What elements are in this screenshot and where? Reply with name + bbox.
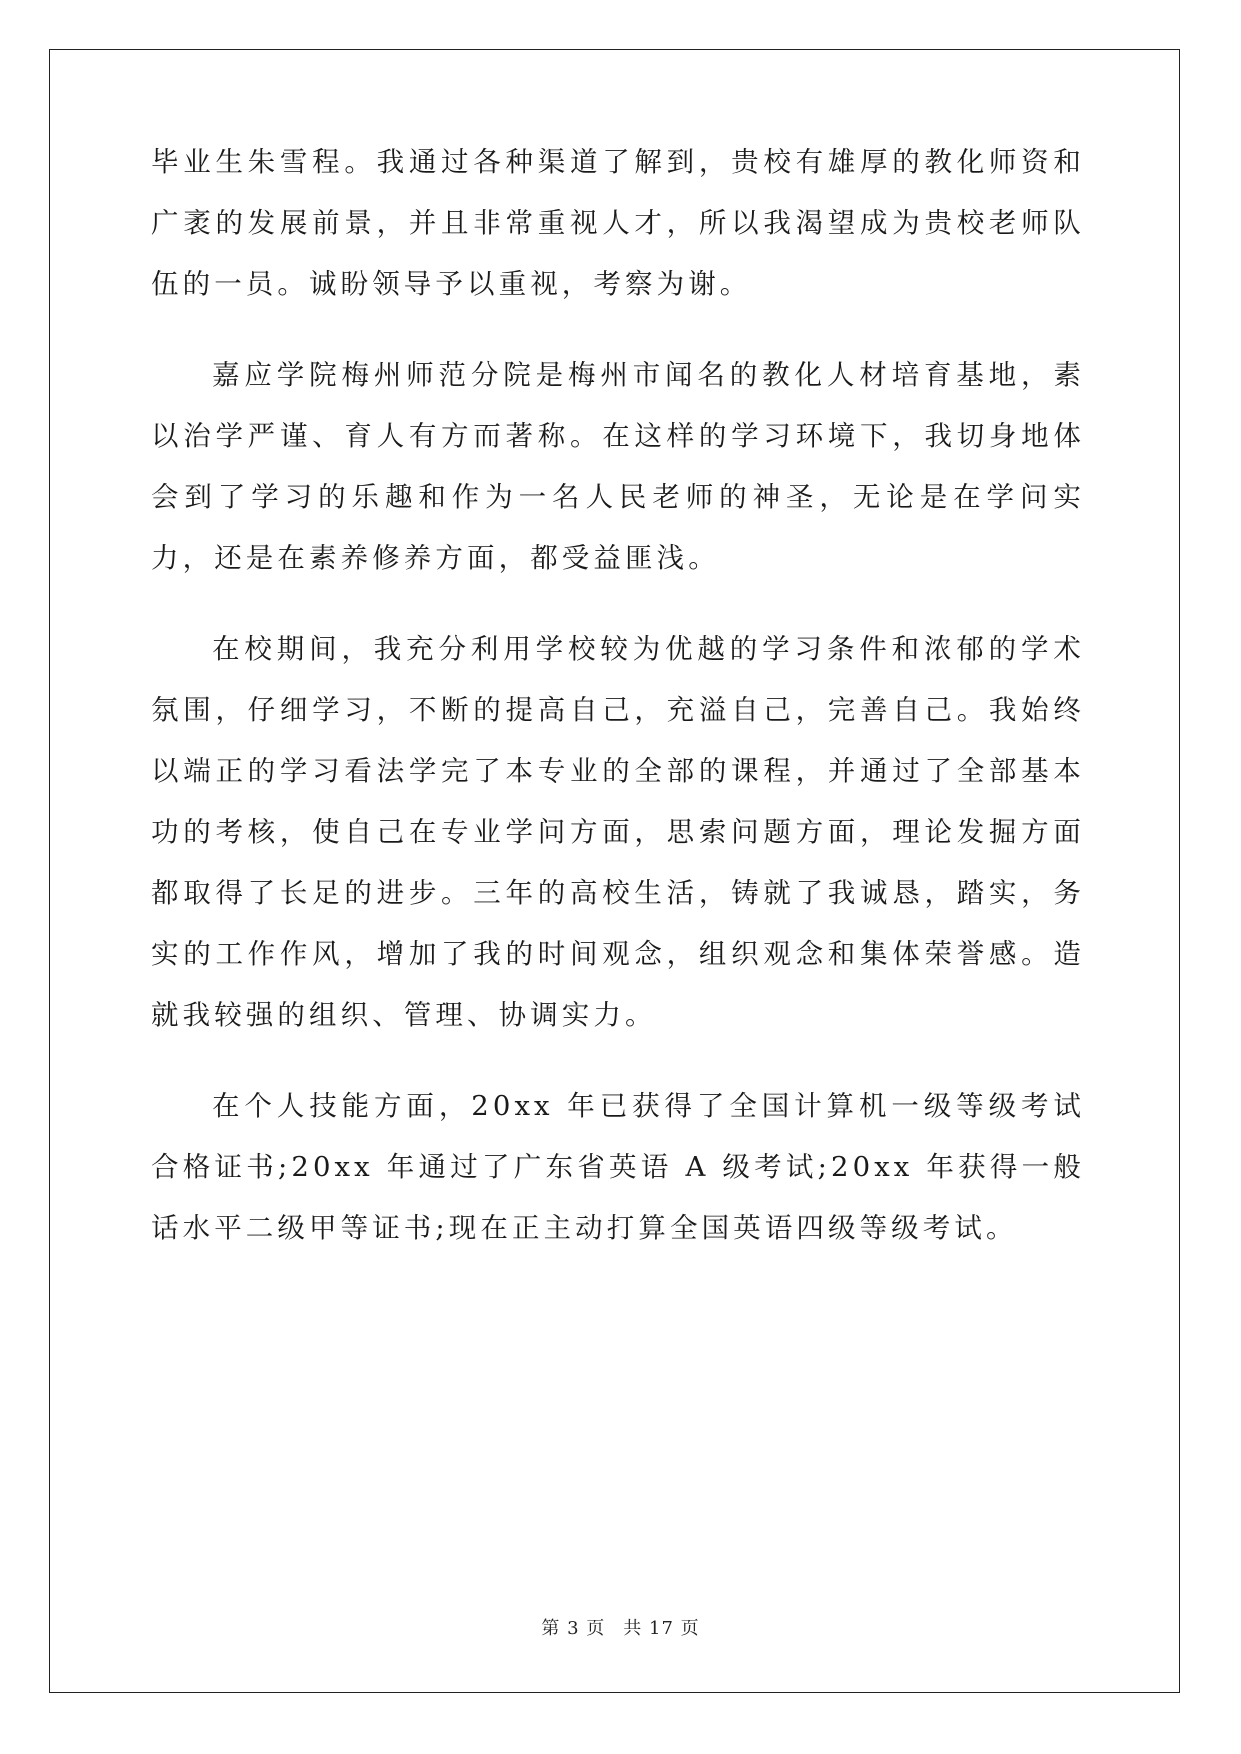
page-number: 第 3 页 bbox=[541, 1618, 606, 1639]
paragraph-school-intro: 嘉应学院梅州师范分院是梅州市闻名的教化人材培育基地，素以治学严谨、育人有方而著称。在这样的学习环境下，我切身地体会到了学习的乐趣和作为一名人民老师的神圣，无论是在学问实力，还是在素养修养方面，都受益匪浅。 bbox=[151, 359, 1085, 574]
paragraph-skills: 在个人技能方面，20xx 年已获得了全国计算机一级等级考试合格证书;20xx 年通过了广东省英语 A 级考试;20xx 年获得一般话水平二级甲等证书;现在正主动打算全国英语四级等级考试。 bbox=[151, 1090, 1085, 1244]
paragraph-campus-life: 在校期间，我充分利用学校较为优越的学习条件和浓郁的学术氛围，仔细学习，不断的提高自己，充溢自己，完善自己。我始终以端正的学习看法学完了本专业的全部的课程，并通过了全部基本功的考核，使自己在专业学问方面，思索问题方面，理论发掘方面都取得了长足的进步。三年的高校生活，铸就了我诚恳，踏实，务实的工作作风，增加了我的时间观念，组织观念和集体荣誉感。造就我较强的组织、管理、协调实力。 bbox=[151, 633, 1085, 1031]
page-footer bbox=[0, 1614, 1241, 1640]
document-body bbox=[151, 132, 1085, 1259]
page-total: 共 17 页 bbox=[623, 1618, 700, 1639]
paragraph-continuation: 毕业生朱雪程。我通过各种渠道了解到，贵校有雄厚的教化师资和广袤的发展前景，并且非常重视人才，所以我渴望成为贵校老师队伍的一员。诚盼领导予以重视，考察为谢。 bbox=[151, 146, 1085, 300]
